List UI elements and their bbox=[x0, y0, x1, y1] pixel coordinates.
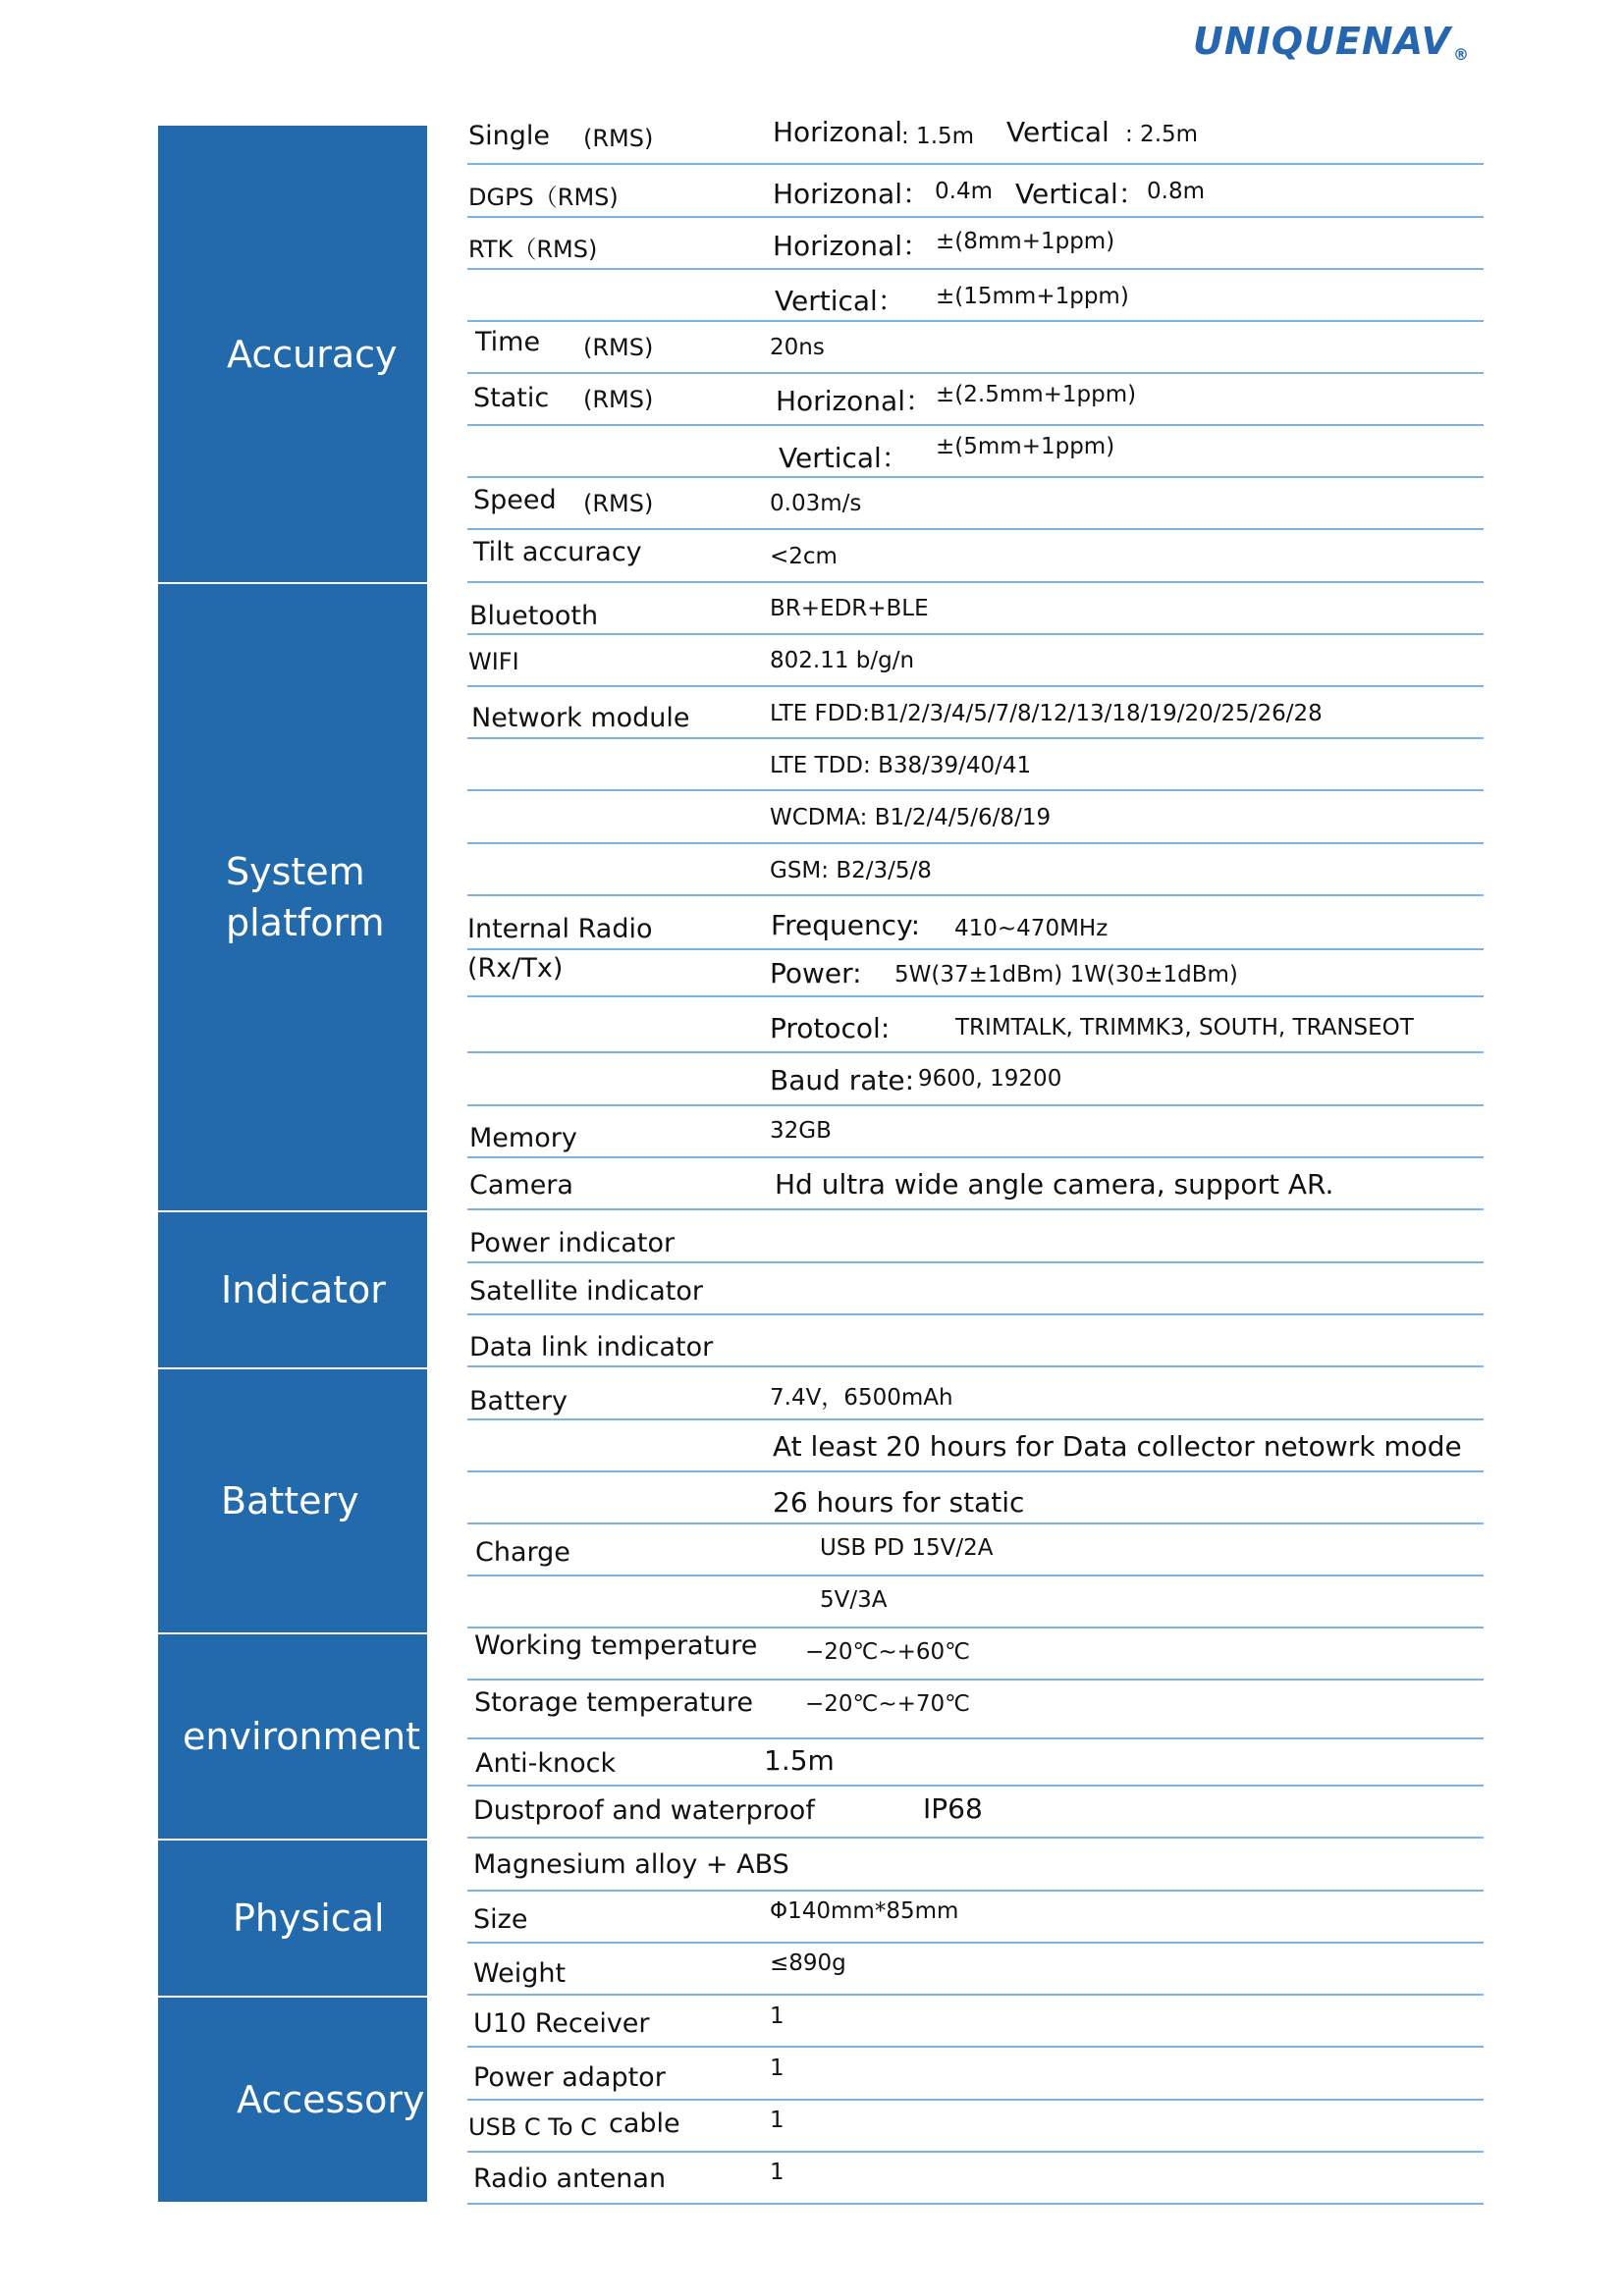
spec-value: ±(8mm+1ppm) bbox=[936, 229, 1115, 254]
spec-label-memory: Memory bbox=[469, 1123, 577, 1153]
spec-value: 9600, 19200 bbox=[918, 1066, 1062, 1092]
section-label: System platform bbox=[226, 850, 385, 944]
spec-value: LTE TDD: B38/39/40/41 bbox=[770, 753, 1032, 778]
spec-value: 802.11 b/g/n bbox=[770, 648, 915, 673]
spec-value: 0.03m/s bbox=[770, 491, 862, 516]
spec-value: : 2.5m bbox=[1125, 122, 1199, 147]
brand-name: UNIQUENAV bbox=[1193, 20, 1451, 63]
spec-value: 1 bbox=[770, 2056, 785, 2081]
spec-value: Hd ultra wide angle camera, support AR. bbox=[775, 1168, 1334, 1201]
spec-value: 5W(37±1dBm) 1W(30±1dBm) bbox=[894, 962, 1238, 988]
row-divider bbox=[467, 635, 1484, 687]
spec-label-charge: Charge bbox=[475, 1537, 570, 1568]
spec-sub-label: Horizonal： bbox=[773, 230, 930, 262]
section-label: Accessory bbox=[237, 2078, 425, 2121]
spec-sub-label: Protocol: bbox=[770, 1012, 891, 1044]
spec-label-dgps: DGPS（RMS) bbox=[468, 184, 619, 211]
spec-label-weight: Weight bbox=[473, 1958, 567, 1989]
spec-label-bluetooth: Bluetooth bbox=[469, 601, 599, 631]
section-label: Physical bbox=[233, 1896, 385, 1940]
spec-label-usb-c-to-c: USB C To C bbox=[468, 2113, 597, 2141]
brand-logo bbox=[1193, 20, 1470, 64]
spec-label-battery: Battery bbox=[469, 1386, 568, 1416]
spec-sub-label: Vertical： bbox=[775, 285, 905, 317]
spec-label-speed: Speed bbox=[473, 485, 557, 515]
spec-value: LTE FDD:B1/2/3/4/5/7/8/12/13/18/19/20/25/26/28 bbox=[770, 701, 1323, 726]
spec-value: IP68 bbox=[923, 1792, 983, 1825]
spec-value: <2cm bbox=[770, 544, 838, 569]
spec-value: ±(2.5mm+1ppm) bbox=[936, 382, 1137, 407]
spec-value: 26 hours for static bbox=[773, 1486, 1025, 1519]
spec-label-radio-antenan: Radio antenan bbox=[473, 2163, 667, 2194]
section-physical bbox=[158, 1839, 427, 1996]
registered-mark: ® bbox=[1452, 45, 1470, 64]
spec-label-static: Static bbox=[473, 383, 550, 413]
spec-value: At least 20 hours for Data collector netowrk mode bbox=[773, 1430, 1462, 1463]
spec-label-camera: Camera bbox=[469, 1170, 573, 1201]
row-divider bbox=[467, 1944, 1484, 1996]
section-label: Indicator bbox=[221, 1268, 386, 1311]
spec-value: ≤890g bbox=[770, 1950, 846, 1976]
spec-value: −20℃~+60℃ bbox=[805, 1639, 971, 1665]
section-accuracy bbox=[158, 126, 427, 582]
spec-sub-label: Vertical： bbox=[1015, 178, 1146, 210]
row-divider bbox=[467, 1106, 1484, 1158]
spec-sub-label: Horizonal bbox=[773, 116, 902, 148]
spec-sub-label: Vertical： bbox=[779, 442, 909, 474]
spec-value: 32GB bbox=[770, 1118, 832, 1144]
section-label: Accuracy bbox=[227, 332, 398, 376]
spec-sub-label: Vertical bbox=[1006, 116, 1110, 148]
spec-label-working-temperature: Working temperature bbox=[474, 1630, 758, 1661]
spec-value: 0.4m bbox=[935, 179, 993, 204]
spec-label-anti-knock: Anti-knock bbox=[475, 1748, 617, 1779]
row-divider bbox=[467, 1576, 1484, 1629]
spec-value: 410~470MHz bbox=[954, 916, 1109, 941]
spec-value: 1 bbox=[770, 2003, 785, 2029]
spec-label-wifi: WIFI bbox=[468, 648, 519, 675]
spec-label-power-adaptor: Power adaptor bbox=[473, 2062, 666, 2093]
spec-label-single: Single bbox=[468, 121, 551, 151]
spec-label-cable: cable bbox=[609, 2109, 680, 2139]
row-divider bbox=[467, 583, 1484, 635]
spec-value: 0.8m bbox=[1147, 179, 1205, 204]
spec-sub-label: Horizonal： bbox=[776, 385, 933, 417]
row-divider bbox=[467, 1367, 1484, 1420]
spec-value: : 1.5m bbox=[901, 124, 975, 149]
section-battery bbox=[158, 1367, 427, 1632]
spec-sub-label: Horizonal： bbox=[773, 178, 930, 210]
spec-label-rms: (RMS) bbox=[583, 490, 654, 517]
spec-label-rms: (RMS) bbox=[583, 386, 654, 413]
spec-value: ±(15mm+1ppm) bbox=[936, 284, 1129, 309]
spec-value: −20℃~+70℃ bbox=[805, 1691, 971, 1717]
section-system-platform bbox=[158, 582, 427, 1210]
spec-label-data-link-indicator: Data link indicator bbox=[469, 1332, 714, 1362]
spec-value: TRIMTALK, TRIMMK3, SOUTH, TRANSEOT bbox=[955, 1015, 1414, 1041]
row-divider bbox=[467, 844, 1484, 896]
spec-value: 5V/3A bbox=[820, 1587, 888, 1613]
spec-sub-label: Power: bbox=[770, 957, 862, 989]
section-indicator bbox=[158, 1210, 427, 1367]
spec-value: 1 bbox=[770, 2160, 785, 2185]
spec-label-tilt-accuracy: Tilt accuracy bbox=[473, 537, 642, 567]
row-divider bbox=[467, 1739, 1484, 1787]
section-label: environment bbox=[183, 1715, 421, 1758]
spec-label-satellite-indicator: Satellite indicator bbox=[469, 1276, 704, 1307]
spec-value: USB PD 15V/2A bbox=[820, 1535, 994, 1561]
spec-value: BR+EDR+BLE bbox=[770, 596, 929, 621]
spec-label-rms: (RMS) bbox=[583, 125, 654, 152]
spec-label-time: Time bbox=[475, 327, 541, 357]
spec-value: 1.5m bbox=[764, 1744, 835, 1777]
spec-value: ±(5mm+1ppm) bbox=[936, 434, 1115, 459]
section-accessory bbox=[158, 1996, 427, 2202]
spec-label-rx-tx: (Rx/Tx) bbox=[467, 953, 564, 984]
spec-label-u10-receiver: U10 Receiver bbox=[473, 2008, 650, 2039]
spec-value: 1 bbox=[770, 2108, 785, 2133]
spec-value: 7.4V，6500mAh bbox=[770, 1385, 953, 1411]
section-environment bbox=[158, 1632, 427, 1839]
spec-label-network-module: Network module bbox=[471, 703, 690, 733]
spec-sub-label: Frequency: bbox=[771, 909, 921, 941]
spec-label-power-indicator: Power indicator bbox=[469, 1228, 676, 1258]
spec-label-dustproof-waterproof: Dustproof and waterproof bbox=[473, 1795, 815, 1826]
row-divider bbox=[467, 1892, 1484, 1944]
spec-value: Φ140mm*85mm bbox=[770, 1898, 959, 1924]
spec-label-size: Size bbox=[473, 1904, 528, 1935]
spec-label-rtk: RTK（RMS) bbox=[468, 236, 598, 263]
spec-label-storage-temperature: Storage temperature bbox=[474, 1687, 753, 1718]
spec-value: 20ns bbox=[770, 335, 825, 360]
spec-label-material: Magnesium alloy + ABS bbox=[473, 1849, 789, 1880]
spec-label-internal-radio: Internal Radio bbox=[467, 914, 653, 944]
spec-label-rms: (RMS) bbox=[583, 334, 654, 361]
spec-value: WCDMA: B1/2/4/5/6/8/19 bbox=[770, 805, 1052, 830]
section-label: Battery bbox=[221, 1479, 359, 1522]
spec-value: GSM: B2/3/5/8 bbox=[770, 858, 932, 883]
spec-sub-label: Baud rate: bbox=[770, 1064, 915, 1096]
